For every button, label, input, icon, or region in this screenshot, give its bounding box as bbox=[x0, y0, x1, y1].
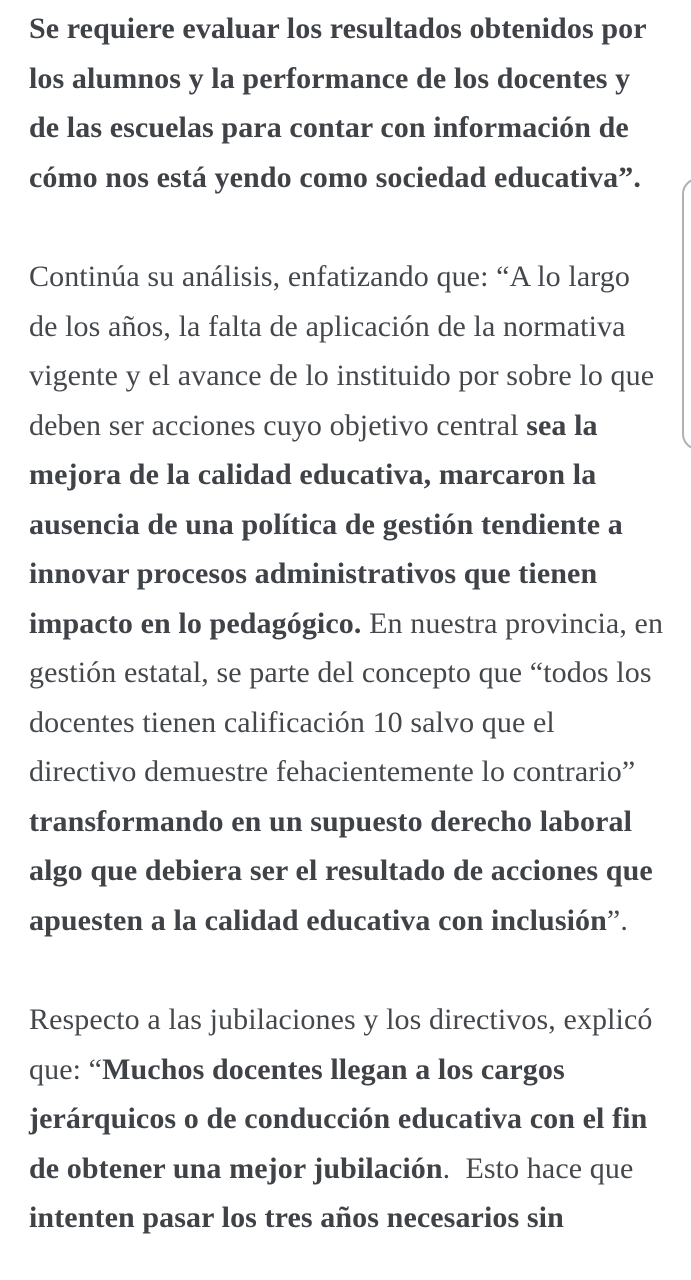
bold-text-segment: transformando en un supuesto derecho laboral algo que debiera ser el resultado de acciones que apuesten a la calidad educativa con inclusión bbox=[29, 804, 653, 937]
bold-text-segment: sea la mejora de la calidad educativa, marcaron la ausencia de una política de gestión tendiente a innovar procesos administrativos que tienen impacto en lo pedagógico. bbox=[29, 408, 623, 640]
paragraph bbox=[29, 4, 665, 202]
bold-text-segment: intenten pasar los tres años necesarios sin bbox=[29, 1201, 564, 1234]
text-segment: Respecto a las jubilaciones y los directivos, explicó que: “ bbox=[29, 1003, 653, 1086]
paragraph bbox=[29, 995, 665, 1243]
bold-text-segment: Muchos docentes llegan a los cargos jerárquicos o de conducción educativa con el fin de obtener una mejor jubilación bbox=[29, 1052, 648, 1185]
text-segment: ”. bbox=[606, 903, 628, 937]
paragraph bbox=[29, 252, 665, 945]
text-segment: En nuestra provincia, en gestión estatal, se parte del concepto que “todos los docentes tienen calificación 10 salvo que el directivo demuestre fehacientemente lo contrario” bbox=[29, 606, 664, 788]
text-segment: . Esto hace que bbox=[442, 1151, 634, 1185]
scrollbar-handle[interactable] bbox=[682, 178, 691, 450]
bold-text-segment: Se requiere evaluar los resultados obtenidos por los alumnos y la performance de los docentes y de las escuelas para contar con información de cómo nos está yendo como sociedad educativa”. bbox=[29, 12, 647, 194]
text-segment: Continúa su análisis, enfatizando que: “A lo largo de los años, la falta de aplicación de la normativa vigente y el avance de lo instituido por sobre lo que deben ser acciones cuyo objetivo central bbox=[29, 260, 655, 442]
